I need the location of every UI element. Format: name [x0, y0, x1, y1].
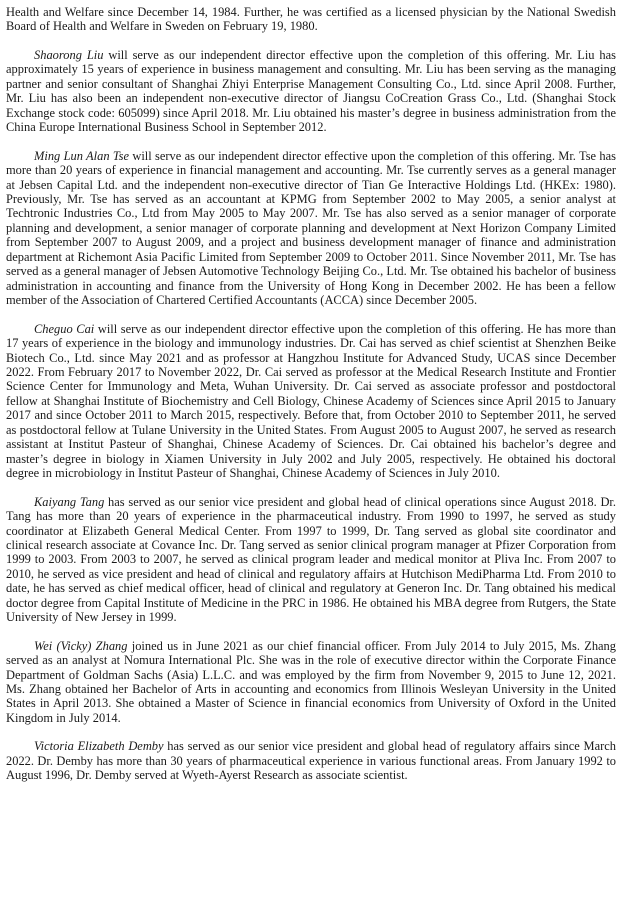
paragraph-text: will serve as our independent director effective upon the completion of this offering. He has more than 17 years of experience in the biology and immunology industries. Dr. Cai has served as chief scientist at Shenzhen Beike Biotech Co., Ltd. since May 2021 and as professor at Hangzhou Institute for Advanced Study, UCAS since December 2022. From February 2017 to November 2022, Dr. Cai served as professor at the Medical Research Institute and Frontier Science Center for Immunology and Meta, Wuhan University. Dr. Cai served as associate professor and postdoctoral fellow at Shanghai Institute of Biochemistry and Cell Biology, Chinese Academy of Sciences since April 2015 to January 2017 and since October 2011 to March 2015, respectively. Before that, from October 2010 to September 2011, he served as postdoctoral fellow at Tulane University in the United States. From August 2005 to August 2007, he served as research assistant at Institut Pasteur of Shanghai, Chinese Academy of Sciences. Dr. Cai obtained his bachelor’s degree and master’s degree in biology in Xiamen University in July 2002 and July 2005, respectively. He obtained his doctoral degree in microbiology in Institut Pasteur of Shanghai, Chinese Academy of Sciences in July 2010.: [6, 321, 616, 481]
paragraph-continuation: [6, 5, 616, 34]
bio-shaorong-liu: [6, 48, 616, 135]
paragraph-text: will serve as our independent director effective upon the completion of this offering. Mr. Liu has approximately 15 years of experience in business management and consulting. Mr. Liu has been serving as the managing partner and senior consultant of Shanghai Zhiyi Enterprise Management Consulting Co., Ltd. since April 2008. Further, Mr. Liu has also been an independent non-executive director of Jiangsu CoCreation Grass Co., Ltd. (Shanghai Stock Exchange stock code: 605099) since April 2018. Mr. Liu obtained his master’s degree in business administration from the China Europe International Business School in September 2012.: [6, 47, 616, 135]
person-name: Ming Lun Alan Tse: [34, 148, 130, 163]
bio-cheguo-cai: [6, 322, 616, 481]
paragraph-text: joined us in June 2021 as our chief financial officer. From July 2014 to July 2015, Ms. Zhang served as an analyst at Nomura International Plc. She was in the role of executive director within the Corporate Finance Department of Goldman Sachs (Asia) L.L.C. and was employed by the firm from November 9, 2015 to June 12, 2021. Ms. Zhang obtained her Bachelor of Arts in accounting and economics from Illinois Wesleyan University in the United States in April 2013. She obtained a Master of Science in financial economics from University of Oxford in the United Kingdom in July 2014.: [6, 638, 616, 725]
bio-kaiyang-tang: [6, 495, 616, 625]
paragraph-text: has served as our senior vice president and global head of regulatory affairs since March 2022. Dr. Demby has more than 30 years of pharmaceutical experience in various functional areas. From January 1992 to August 1996, Dr. Demby served at Wyeth-Ayerst Research as associate scientist.: [6, 739, 616, 783]
person-name: Victoria Elizabeth Demby: [34, 739, 164, 754]
bio-victoria-elizabeth-demby: [6, 739, 616, 782]
bio-ming-lun-alan-tse: [6, 149, 616, 308]
paragraph-text: Health and Welfare since December 14, 1984. Further, he was certified as a licensed physician by the National Swedish Board of Health and Welfare in Sweden on February 19, 1980.: [6, 5, 616, 34]
person-name: Cheguo Cai: [34, 321, 95, 336]
bio-wei-vicky-zhang: [6, 639, 616, 726]
paragraph-text: has served as our senior vice president and global head of clinical operations since August 2018. Dr. Tang has more than 20 years of experience in the pharmaceutical industry. From 1990 to 1997, he served as study coordinator at Elizabeth General Medical Center. From 1997 to 1999, Dr. Tang served as global site coordinator and clinical research associate at Covance Inc. Dr. Tang served as senior clinical program manager at Pfizer Corporation from 1999 to 2003. From 2003 to 2007, he served as clinical program leader and medical monitor at Pliva Inc. From 2007 to 2010, he served as vice president and head of clinical and regulatory affairs at Hutchison MediPharma Ltd. From 2010 to date, he has served as chief medical officer, head of clinical and regulatory at Generon Inc. Dr. Tang obtained his medical doctor degree from Capital Institute of Medicine in the PRC in 1986. He obtained his MBA degree from Rutgers, the State University of New Jersey in 1999.: [6, 494, 617, 625]
person-name: Shaorong Liu: [34, 47, 104, 62]
person-name: Kaiyang Tang: [34, 494, 105, 509]
person-name: Wei (Vicky) Zhang: [34, 638, 128, 653]
paragraph-text: will serve as our independent director effective upon the completion of this offering. Mr. Tse has more than 20 years of experience in financial management and accounting. Mr. Tse currently serves as a general manager at Jebsen Capital Ltd. and the independent non-executive director of Tian Ge Interactive Holdings Ltd. (HKEx: 1980). Previously, Mr. Tse has served as an accountant at KPMG from September 2002 to May 2005, a senior analyst at Techtronic Industries Co., Ltd from May 2005 to May 2007. Mr. Tse has also served as a senior manager of corporate planning and development, a senior manager of corporate planning and development at Next Horizon Company Limited from September 2007 to August 2009, and a project and business development manager of finance and administration department at Richemont Asia Pacific Limited from September 2009 to October 2011. Since November 2011, Mr. Tse has served as a general manager of Jebsen Automotive Technology Beijing Co., Ltd. Mr. Tse obtained his bachelor of business administration in accounting and finance from the University of Hong Kong in December 2002. He has been a fellow member of the Association of Chartered Certified Accountants (ACCA) since December 2005.: [6, 148, 616, 308]
document-page: [6, 5, 616, 797]
